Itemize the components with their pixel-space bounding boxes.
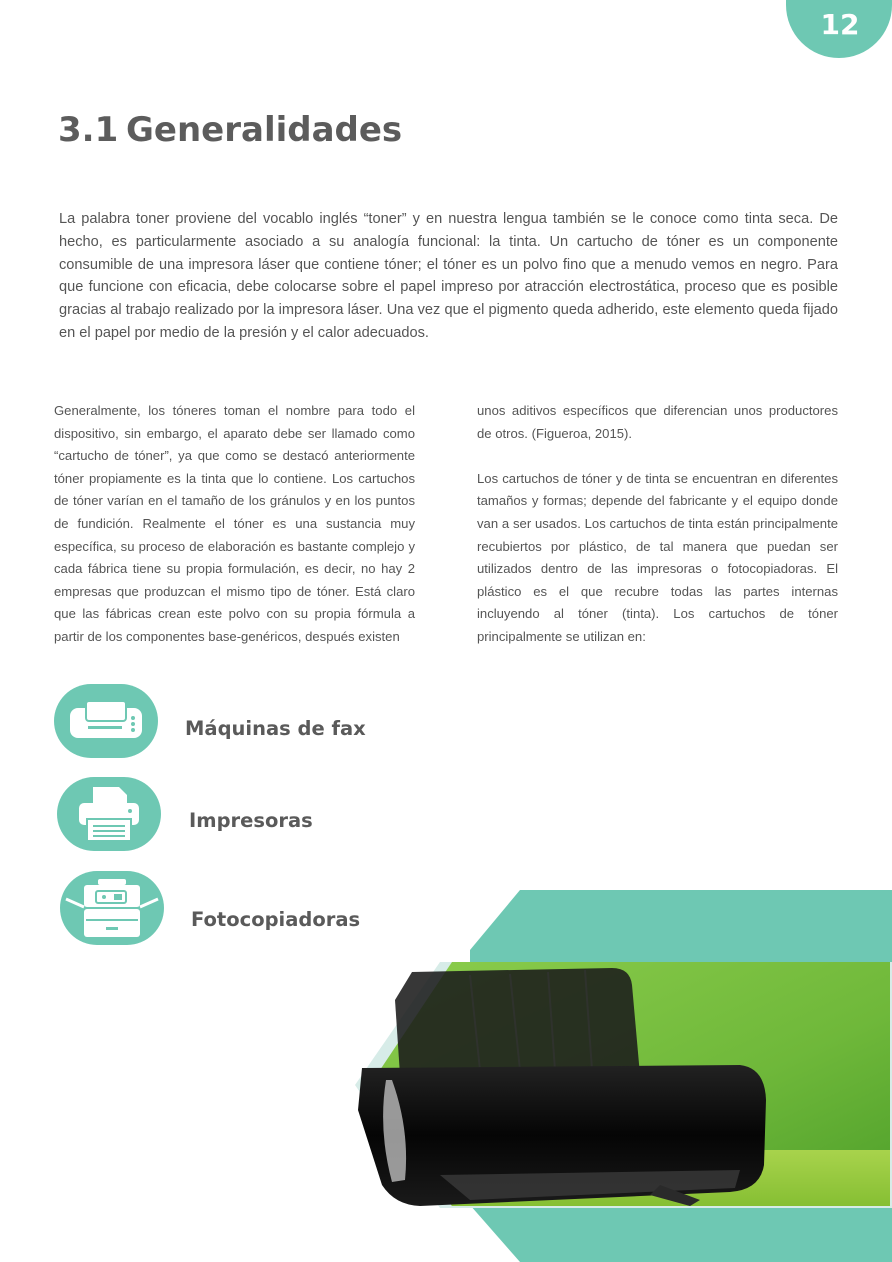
use-label-fax: Máquinas de fax (185, 717, 366, 740)
right-column-paragraph-2: Los cartuchos de tóner y de tinta se encuentran en diferentes tamaños y formas; depende del fabricante y el equipo donde van a ser usados. Los cartuchos de tinta están principalmente recubiertos por plástico, de tal manera que puedan ser utilizados dentro de las impresoras o fotocopiadoras. El plástico es el que recubre todas las partes internas incluyendo al tóner (tinta). Los cartuchos de tóner principalmente se utilizan en: (477, 470, 838, 644)
right-column-paragraph-1: unos aditivos específicos que diferencian unos productores de otros. (Figueroa, 2015). (477, 403, 838, 441)
use-label-printer: Impresoras (189, 809, 313, 832)
use-label-photocopier: Fotocopiadoras (191, 908, 361, 931)
intro-paragraph: La palabra toner proviene del vocablo inglés “toner” y en nuestra lengua también se le conoce como tinta seca. De hecho, es particularmente asociado a su analogía funcional: la tinta. Un cartucho de tóner es un componente consumible de una impresora láser que contiene tóner; el tóner es un polvo fino que a menudo vemos en negro. Para que funcione con eficacia, debe colocarse sobre el papel impreso por atracción electrostática, proceso que es posible gracias al trabajo realizado por la impresora láser. Una vez que el pigmento queda adherido, este elemento queda fijado en el papel por medio de la presión y el calor adecuados. (59, 211, 838, 341)
section-title-text: Generalidades (126, 110, 403, 150)
section-number: 3.1 (58, 110, 119, 150)
page-number: 12 (820, 8, 860, 41)
left-column-paragraph: Generalmente, los tóneres toman el nombre para todo el dispositivo, sin embargo, el aparato debe ser llamado como “cartucho de tóner”, ya que como se destacó anteriormente tóner propiamente es la tinta que lo contiene. Los cartuchos de tóner varían en el tamaño de los gránulos y en los puntos de fundición. Realmente el tóner es una sustancia muy específica, su proceso de elaboración es bastante complejo y cada fábrica tiene su propia formulación, es decir, no hay 2 empresas que produzcan el mismo tipo de tóner. Está claro que las fábricas crean este polvo con su propia fórmula a partir de los componentes base-genéricos, después existen (54, 403, 415, 644)
